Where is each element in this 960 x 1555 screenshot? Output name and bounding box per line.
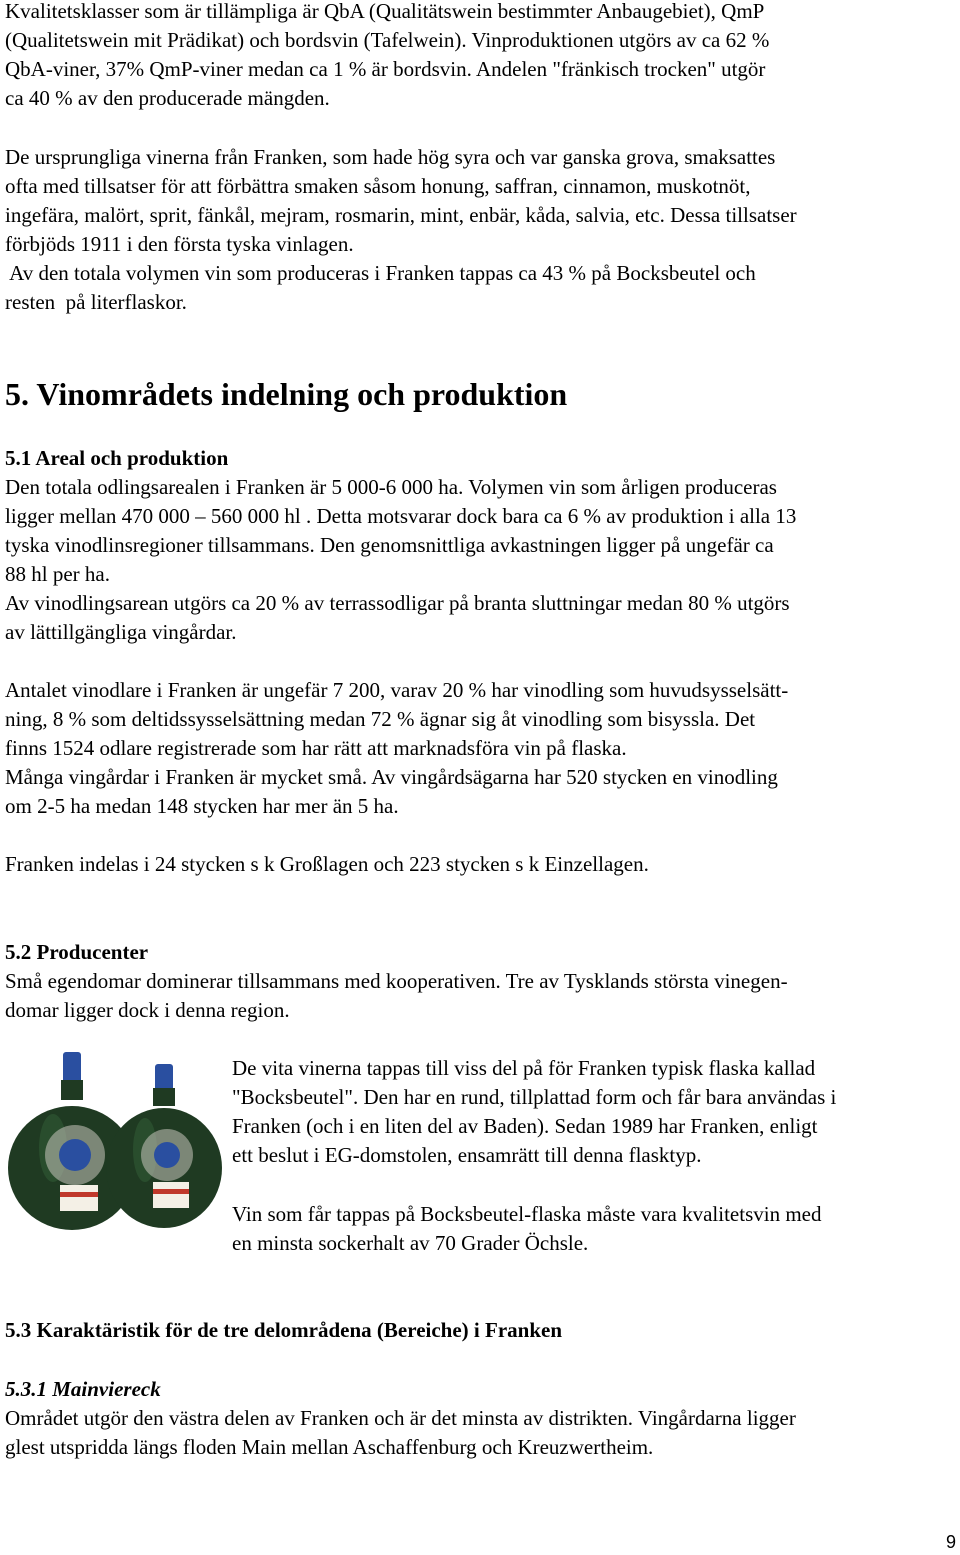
- section-5-2: [5, 938, 955, 1025]
- paragraph-additives: [5, 143, 955, 259]
- text-line: om 2-5 ha medan 148 stycken har mer än 5 ha.: [5, 794, 399, 818]
- text-line: Franken (och i en liten del av Baden). Sedan 1989 har Franken, enligt: [232, 1114, 818, 1138]
- text-line: resten på literflaskor.: [5, 290, 187, 314]
- text-line: glest utspridda längs floden Main mellan Aschaffenburg och Kreuzwertheim.: [5, 1435, 654, 1459]
- text-line: Av den totala volymen vin som produceras i Franken tappas ca 43 % på Bocksbeutel och: [5, 261, 756, 285]
- paragraph-bottling: [5, 259, 955, 317]
- intro-paragraph: [5, 0, 950, 113]
- section-5-1-heading: 5.1 Areal och produktion: [5, 446, 229, 470]
- text-line: Kvalitetsklasser som är tillämpliga är QbA (Qualitätswein bestimmter Anbaugebiet), QmP: [5, 0, 765, 23]
- section-5-heading: 5. Vinområdets indelning och produktion: [5, 376, 568, 412]
- text-line: Vin som får tappas på Bocksbeutel-flaska måste vara kvalitetsvin med: [232, 1202, 822, 1226]
- text-line: finns 1524 odlare registrerade som har rätt att marknadsföra vin på flaska.: [5, 736, 627, 760]
- bottle-right-icon: [106, 1064, 222, 1228]
- text-line: ca 40 % av den producerade mängden.: [5, 86, 330, 110]
- paragraph-growers: [5, 676, 955, 821]
- bocksbeutel-description: [232, 1054, 960, 1170]
- text-line: ofta med tillsatser för att förbättra smaken såsom honung, saffran, cinnamon, muskotnöt,: [5, 174, 751, 198]
- text-line: en minsta sockerhalt av 70 Grader Öchsle.: [232, 1231, 589, 1255]
- text-line: förbjöds 1911 i den första tyska vinlagen.: [5, 232, 354, 256]
- text-line: Området utgör den västra delen av Franken och är det minsta av distrikten. Vingårdarna ligger: [5, 1406, 796, 1430]
- text-line: Många vingårdar i Franken är mycket små. Av vingårdsägarna har 520 stycken en vinodling: [5, 765, 778, 789]
- text-line: ett beslut i EG-domstolen, ensamrätt till denna flasktyp.: [232, 1143, 702, 1167]
- text-line: Av vinodlingsarean utgörs ca 20 % av terrassodligar på branta sluttningar medan 80 % utgörs: [5, 591, 790, 615]
- text-line: (Qualitetswein mit Prädikat) och bordsvin (Tafelwein). Vinproduktionen utgörs av ca 62 %: [5, 28, 770, 52]
- text-line: Franken indelas i 24 stycken s k Großlagen och 223 stycken s k Einzellagen.: [5, 852, 649, 876]
- text-line: ligger mellan 470 000 – 560 000 hl . Detta motsvarar dock bara ca 6 % av produktion i alla 13: [5, 504, 797, 528]
- text-line: ning, 8 % som deltidssysselsättning medan 72 % ägnar sig åt vinodling som bisyssla. Det: [5, 707, 756, 731]
- section-5-2-heading: 5.2 Producenter: [5, 940, 149, 964]
- paragraph-lagen: [5, 850, 955, 879]
- text-line: "Bocksbeutel". Den har en rund, tillplattad form och får bara användas i: [232, 1085, 837, 1109]
- text-line: De ursprungliga vinerna från Franken, som hade hög syra och var ganska grova, smaksattes: [5, 145, 776, 169]
- text-line: Den totala odlingsarealen i Franken är 5 000-6 000 ha. Volymen vin som årligen produceras: [5, 475, 777, 499]
- text-line: av lättillgängliga vingårdar.: [5, 620, 237, 644]
- text-line: ingefära, malört, sprit, fänkål, mejram, rosmarin, mint, enbär, kåda, salvia, etc. Dessa tillsatser: [5, 203, 797, 227]
- section-5-1: [5, 444, 960, 647]
- bocksbeutel-bottles-image: [5, 1050, 225, 1230]
- section-5-3-1: [5, 1375, 960, 1462]
- section-5-3-heading: 5.3 Karaktäristik för de tre delområdena (Bereiche) i Franken: [5, 1318, 563, 1342]
- text-line: De vita vinerna tappas till viss del på för Franken typisk flaska kallad: [232, 1056, 816, 1080]
- text-line: tyska vinodlinsregioner tillsammans. Den genomsnittliga avkastningen ligger på ungefär ca: [5, 533, 774, 557]
- bocksbeutel-requirement: [232, 1200, 960, 1258]
- text-line: QbA-viner, 37% QmP-viner medan ca 1 % är bordsvin. Andelen "fränkisch trocken" utgör: [5, 57, 766, 81]
- text-line: Små egendomar dominerar tillsammans med kooperativen. Tre av Tysklands största vinegen-: [5, 969, 788, 993]
- text-line: 88 hl per ha.: [5, 562, 110, 586]
- section-5-3-1-heading: 5.3.1 Mainviereck: [5, 1377, 161, 1401]
- text-line: Antalet vinodlare i Franken är ungefär 7 200, varav 20 % har vinodling som huvudsysselsätt-: [5, 678, 789, 702]
- page-number: 9: [945, 1532, 956, 1552]
- text-line: domar ligger dock i denna region.: [5, 998, 290, 1022]
